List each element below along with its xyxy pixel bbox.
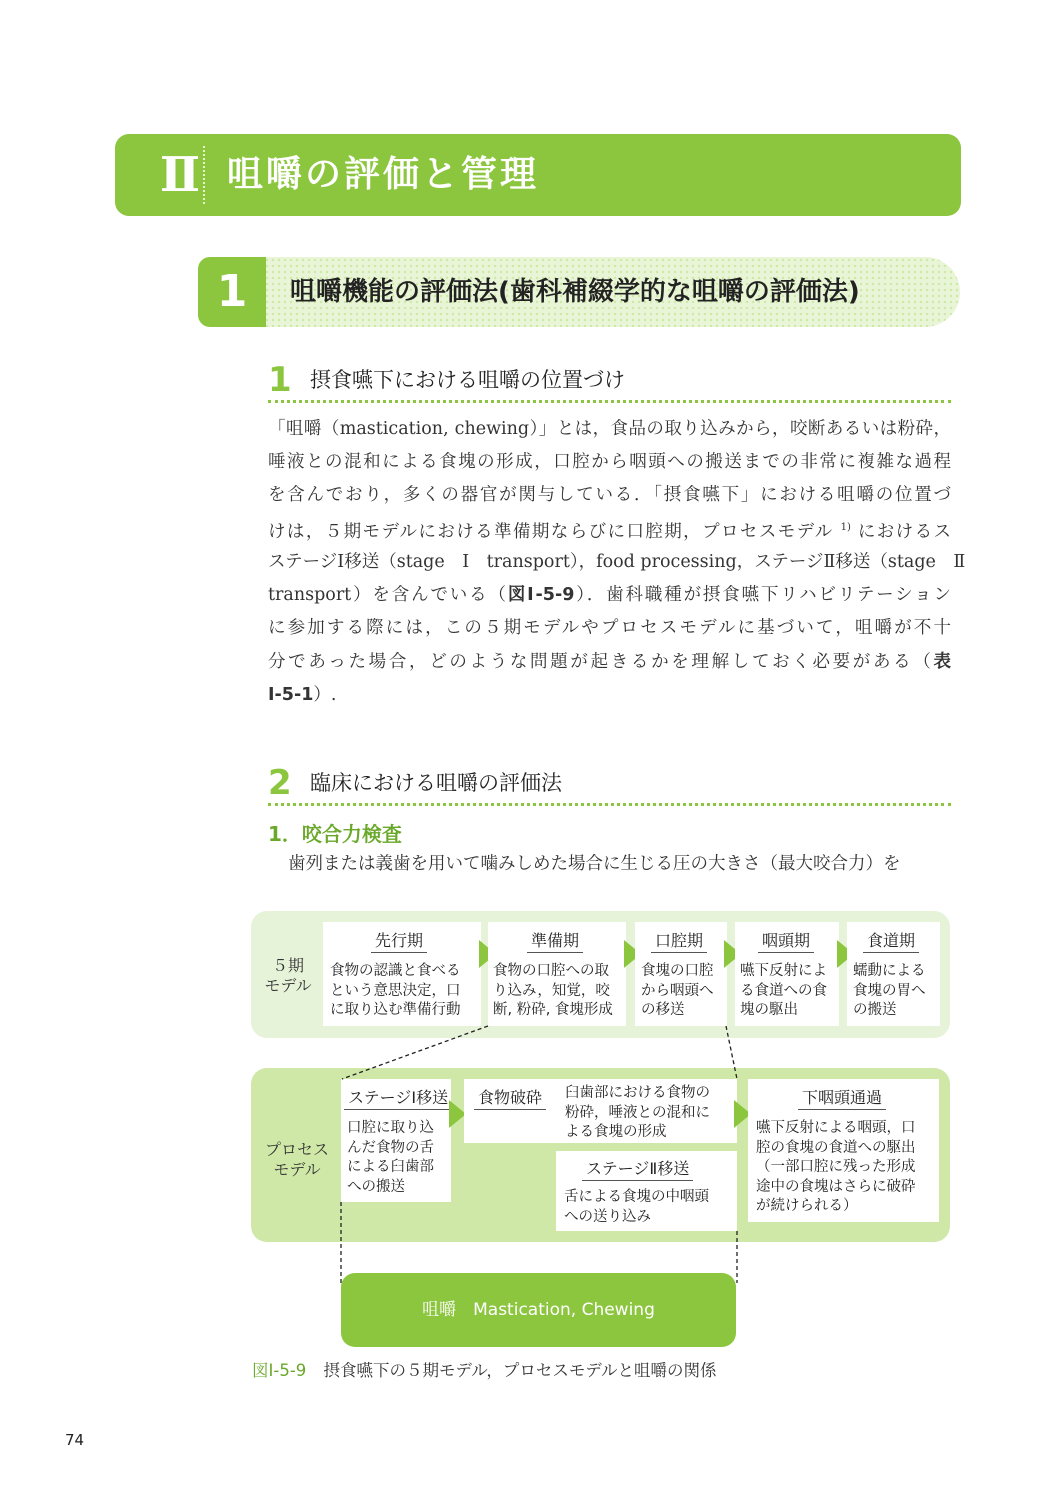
process-line: への送り込み xyxy=(564,1208,651,1225)
body-line-8-text: 分であった場合，どのような問題が起きるかを理解しておく必要がある（ xyxy=(268,652,934,672)
stage-title: 先行期 xyxy=(371,928,427,953)
stage-line: 嚥下反射によ xyxy=(740,963,827,979)
process-line: 嚥下反射による咽頭，口 xyxy=(756,1120,916,1136)
section-title: 咀嚼機能の評価法(歯科補綴学的な咀嚼の評価法) xyxy=(290,277,860,307)
item-1-text: 歯列または義歯を用いて噛みしめた場合に生じる圧の大きさ（最大咬合力）を xyxy=(288,854,901,874)
table-reference-b: Ⅰ-5-1 xyxy=(268,685,314,705)
subsection-2-number: 2 xyxy=(268,763,292,803)
five-stage-label-line-2: モデル xyxy=(264,976,312,995)
connector-line xyxy=(342,1026,488,1079)
process-label-line-1: プロセス xyxy=(264,1140,329,1159)
process-line: 粉砕，唾液との混和に xyxy=(565,1104,710,1121)
five-stage-label-line-1: ５期 xyxy=(271,956,304,975)
stage-line: 断, 粉砕, 食塊形成 xyxy=(493,1002,613,1018)
subsection-1-title: 摂食嚥下における咀嚼の位置づけ xyxy=(310,368,625,392)
item-1-heading: 1．咬合力検査 xyxy=(268,822,402,846)
process-line: （一部口腔に残った形成 xyxy=(756,1159,916,1175)
process-line: 舌による食塊の中咽頭 xyxy=(564,1189,709,1205)
stage-line: の搬送 xyxy=(853,1002,897,1018)
stage-line: 食物の口腔への取 xyxy=(493,963,609,979)
process-title: ステージⅠ移送 xyxy=(344,1085,452,1110)
caption-figure-number: 図Ⅰ-5-9 xyxy=(252,1361,307,1380)
caption-text: 摂食嚥下の５期モデル，プロセスモデルと咀嚼の関係 xyxy=(323,1361,717,1380)
stage-line: 蠕動による xyxy=(853,963,926,979)
stage-line: り込み，知覚，咬 xyxy=(493,982,610,999)
stage-title: 食道期 xyxy=(863,928,919,953)
stage-line: から咽頭へ xyxy=(641,982,714,999)
stage-title: 咽頭期 xyxy=(758,928,814,953)
body-line-3: を含んでおり，多くの器官が関与している．「摂食嚥下」における咀嚼の位置づ xyxy=(268,485,951,505)
process-line: が続けられる） xyxy=(756,1198,858,1214)
process-line: んだ食物の舌 xyxy=(347,1139,434,1156)
process-line: よる食塊の形成 xyxy=(565,1124,667,1140)
process-line: による臼歯部 xyxy=(347,1159,434,1175)
stage-line: に取り込む準備行動 xyxy=(330,1002,461,1018)
body-line-2: 唾液との混和による食塊の形成，口腔から咽頭への搬送までの非常に複雑な過程 xyxy=(268,452,951,472)
body-line-7: に参加する際には，この５期モデルやプロセスモデルに基づいて，咀嚼が不十 xyxy=(268,618,951,638)
footnote-ref: 1) xyxy=(840,522,851,533)
section-number: 1 xyxy=(198,257,266,327)
stage-title: 準備期 xyxy=(527,928,583,953)
chapter-title: 咀嚼の評価と管理 xyxy=(227,154,540,195)
body-line-9-text: ）. xyxy=(313,685,337,705)
stage-line: 塊の駆出 xyxy=(740,1002,798,1018)
process-title: 下咽頭通過 xyxy=(798,1085,886,1110)
figure-reference: 図Ⅰ-5-9 xyxy=(507,585,575,605)
mastication-bar: 咀嚼 Mastication, Chewing xyxy=(341,1273,736,1347)
stage-line: の移送 xyxy=(641,1002,685,1018)
stage-line: 食物の認識と食べる xyxy=(330,963,461,979)
process-line: 腔の食塊の食道への駆出 xyxy=(756,1139,916,1156)
page-number: 74 xyxy=(65,1431,85,1449)
connector-line xyxy=(726,1026,737,1079)
process-line: 臼歯部における食物の xyxy=(565,1085,710,1101)
body-line-6-tail: ）．歯科職種が摂食嚥下リハビリテーション xyxy=(574,585,952,605)
stage-line: という意思決定，口 xyxy=(330,982,461,999)
body-line-6-text: transport）を含んでいる（ xyxy=(268,585,508,605)
stage-title: 口腔期 xyxy=(651,928,707,953)
figure-caption xyxy=(252,1357,717,1381)
subsection-1-number: 1 xyxy=(268,360,292,400)
stage-line: る食道への食 xyxy=(740,982,827,999)
table-reference-a: 表 xyxy=(933,652,951,672)
process-line: 口腔に取り込 xyxy=(347,1120,434,1136)
body-line-1: 「咀嚼（mastication, chewing）」とは，食品の取り込みから，咬断あるいは粉砕， xyxy=(268,419,951,439)
body-line-4-tail: におけるス xyxy=(857,521,951,542)
process-label-line-2: モデル xyxy=(273,1160,321,1179)
body-line-5: ステージⅠ移送（stage Ⅰ transport），food processing，ステージⅡ移送（stage Ⅱ xyxy=(268,552,966,572)
stage-line: 食塊の胃へ xyxy=(853,982,926,999)
subsection-2-title: 臨床における咀嚼の評価法 xyxy=(310,771,562,795)
process-title: ステージⅡ移送 xyxy=(582,1156,693,1181)
chapter-number: Ⅱ xyxy=(159,147,201,203)
body-line-4-text: けは，５期モデルにおける準備期ならびに口腔期，プロセスモデル xyxy=(268,521,834,542)
process-line: への搬送 xyxy=(347,1178,405,1195)
stage-line: 食塊の口腔 xyxy=(641,963,714,979)
process-line: 途中の食塊はさらに破砕 xyxy=(756,1178,916,1195)
process-title: 食物破砕 xyxy=(474,1085,546,1110)
